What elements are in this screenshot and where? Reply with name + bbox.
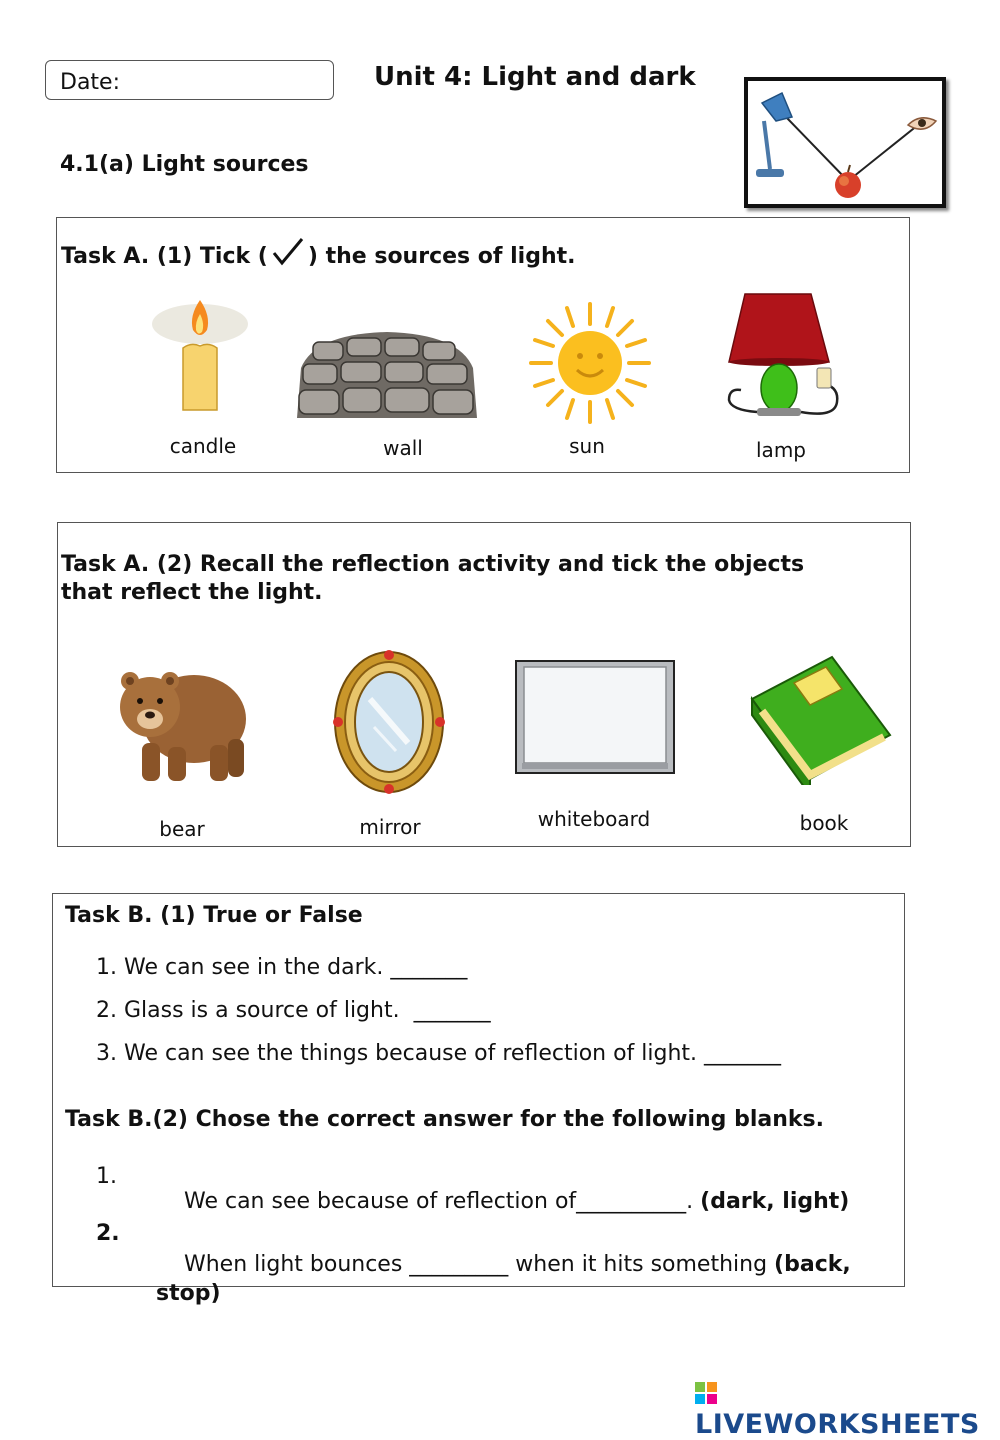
task-a2-heading: Task A. (2) Recall the reflection activity and tick the objects that reflect the light. — [61, 552, 805, 605]
question-1-number: 1. — [96, 1164, 117, 1189]
question-2-text: When light bounces _________ when it hits something — [183, 1252, 775, 1277]
lamp-icon — [725, 292, 847, 424]
desk-lamp-icon — [756, 93, 792, 177]
liveworksheets-logo: LIVEWORKSHEETS — [695, 1378, 1000, 1440]
section-title: 4.1(a) Light sources — [60, 152, 309, 177]
question-1-options: (dark, light) — [700, 1189, 850, 1214]
whiteboard-icon — [514, 659, 676, 775]
tick-icon — [268, 237, 308, 263]
wall-item[interactable] — [295, 328, 479, 426]
question-2-options-line1: (back, — [774, 1252, 851, 1277]
page-title: Unit 4: Light and dark — [374, 62, 696, 92]
whiteboard-item[interactable] — [514, 659, 676, 779]
task-b1-heading: Task B. (1) True or False — [65, 903, 363, 928]
task-a2-panel — [57, 522, 911, 847]
stone-wall-icon — [295, 328, 479, 422]
candle-label: candle — [169, 434, 237, 458]
bear-icon — [112, 649, 250, 785]
bear-item[interactable] — [112, 649, 250, 789]
mirror-label: mirror — [359, 815, 421, 839]
question-1-text: We can see because of reflection of__________. — [183, 1189, 701, 1214]
mirror-item[interactable] — [330, 647, 448, 801]
reflection-diagram — [744, 77, 946, 208]
question-2[interactable] — [156, 1221, 851, 1337]
whiteboard-label: whiteboard — [537, 807, 651, 831]
sun-item[interactable] — [527, 300, 653, 430]
task-b2-heading: Task B.(2) Chose the correct answer for the following blanks. — [65, 1107, 824, 1132]
lamp-label: lamp — [756, 438, 806, 462]
book-item[interactable] — [748, 653, 894, 789]
task-a1-heading: Task A. (1) Tick ( ) the sources of light. — [61, 237, 576, 271]
sun-icon — [527, 300, 653, 426]
question-2-options-line2: stop) — [156, 1281, 221, 1306]
candle-icon — [145, 296, 255, 420]
tf-statement-2[interactable]: 2. Glass is a source of light. _______ — [96, 998, 491, 1023]
tf-statement-1[interactable]: 1. We can see in the dark. _______ — [96, 955, 468, 980]
lamp-item[interactable] — [725, 292, 847, 428]
task-a1-panel — [56, 217, 910, 473]
tf-statement-3[interactable]: 3. We can see the things because of reflection of light. _______ — [96, 1041, 782, 1066]
task-b-panel — [52, 893, 905, 1306]
question-2-number: 2. — [96, 1221, 120, 1246]
sun-label: sun — [569, 434, 605, 458]
apple-icon — [835, 165, 861, 198]
mirror-icon — [330, 647, 448, 797]
candle-item[interactable] — [145, 296, 255, 424]
book-icon — [748, 653, 894, 785]
bear-label: bear — [159, 817, 205, 841]
date-field[interactable] — [45, 60, 334, 100]
logo-badge-icon — [695, 1380, 717, 1402]
eye-icon — [908, 118, 936, 129]
date-label: Date: — [60, 70, 120, 95]
book-label: book — [799, 811, 849, 835]
wall-label: wall — [383, 436, 423, 460]
